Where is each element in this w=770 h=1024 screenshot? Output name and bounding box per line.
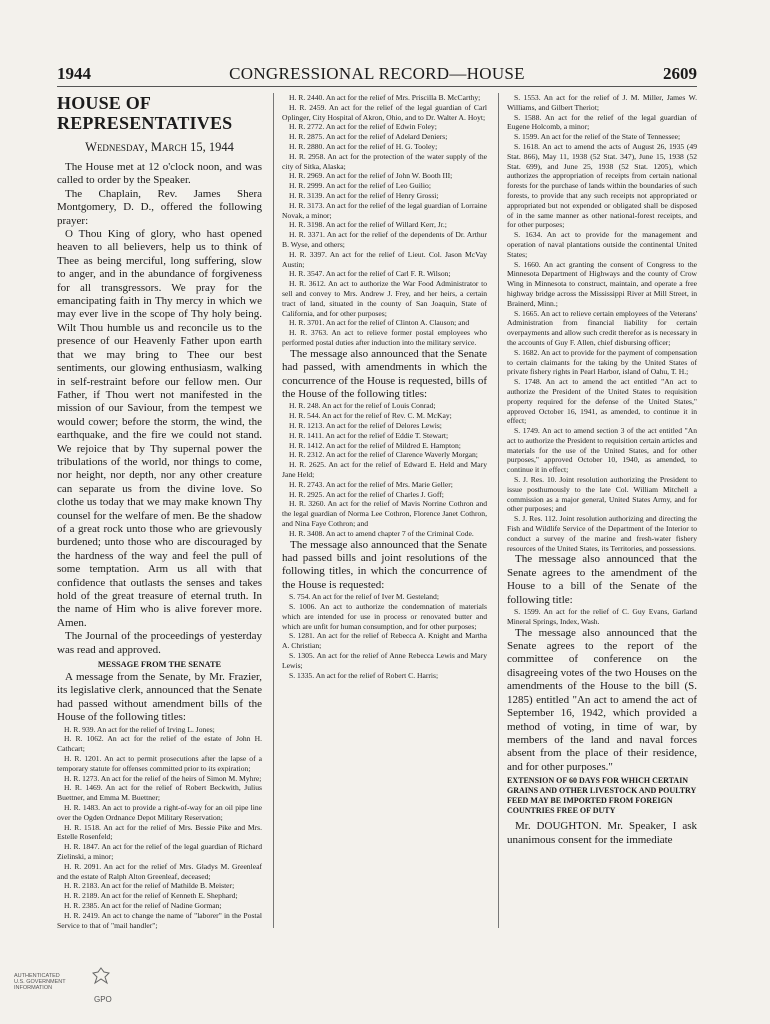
paragraph: H. R. 1411. An act for the relief of Eddie T. Stewart; <box>289 430 449 440</box>
paragraph: S. 1599. An act for the relief of C. Guy Evans, Garland Mineral Springs, Index, Wash. <box>507 607 697 626</box>
paragraph: H. R. 2312. An act for the relief of Clarence Waverly Morgan; <box>289 450 478 460</box>
paragraph: H. R. 544. An act for the relief of Rev. C. M. McKay; <box>289 411 452 421</box>
paragraph: S. 1599. An act for the relief of the State of Tennessee; <box>514 132 681 142</box>
paragraph: H. R. 1518. An act for the relief of Mrs. Bessie Pike and Mrs. Estelle Rosenfeld; <box>57 822 262 842</box>
column-2 <box>282 93 487 933</box>
paragraph: H. R. 1201. An act to permit prosecutions after the lapse of a temporary statute for offenses committed prior to its expiration; <box>57 754 262 773</box>
paragraph: H. R. 939. An act for the relief of Irving L. Jones; <box>64 724 215 734</box>
paragraph: S. 1335. An act for the relief of Robert C. Harris; <box>289 670 439 680</box>
paragraph: S. 1748. An act to amend the act entitled "An act to authorize the President of the United States to requisition property required for the defense of the United States," approved October 16, 1941, as amended, to continue it in effect; <box>507 377 697 426</box>
paragraph: H. R. 2958. An act for the protection of the water supply of the city of Sitka, Alaska; <box>282 151 487 171</box>
eagle-icon <box>92 967 110 989</box>
paragraph: H. R. 2625. An act for the relief of Edward E. Held and Mary Jane Held; <box>282 460 487 479</box>
dateline: Wednesday, March 15, 1944 <box>85 140 234 154</box>
paragraph: The House met at 12 o'clock noon, and was called to order by the Speaker. <box>57 161 262 187</box>
subheading: MESSAGE FROM THE SENATE <box>97 660 222 670</box>
header-page-number: 2609 <box>663 64 697 83</box>
paragraph: S. 754. An act for the relief of Iver M. Gesteland; <box>289 592 439 602</box>
column-3 <box>507 93 697 933</box>
paragraph: The message also announced that the Senate had passed, with amendments in which the concurrence of the House is requested, bills of the House of the following titles: <box>282 347 487 400</box>
paragraph: S. 1682. An act to provide for the payment of compensation to certain claimants for the taking by the United States of private fishery rights in Pearl Harbor, island of Oahu, T. H.; <box>507 347 697 377</box>
paragraph: H. R. 1412. An act for the relief of Mildred E. Hampton; <box>289 440 461 450</box>
paragraph: Mr. DOUGHTON. Mr. Speaker, I ask unanimous consent for the immediate <box>507 820 697 846</box>
paragraph: H. R. 3173. An act for the relief of the legal guardian of Lorraine Novak, a minor; <box>282 200 487 220</box>
paragraph: H. R. 3260. An act for the relief of Mavis Norrine Cothron and the legal guardian of Norma Lee Cothron, Florence Janet Cothron, and Nina Faye Cothron; and <box>282 499 487 528</box>
paragraph: H. R. 3408. An act to amend chapter 7 of the Criminal Code. <box>289 528 474 538</box>
seal-label: GPO <box>94 995 112 1004</box>
column-divider-2 <box>498 93 499 928</box>
paragraph: S. 1660. An act granting the consent of Congress to the Minnesota Department of Highways and the county of Crow Wing in Minnesota to construct, maintain, and operate a free highway bridge across the Mississippi River at Mill Street, in Brainerd, Minn.; <box>507 259 697 308</box>
paragraph: H. R. 1273. An act for the relief of the heirs of Simon M. Myhre; <box>64 773 262 783</box>
paragraph: H. R. 2189. An act for the relief of Kenneth E. Shephard; <box>64 891 238 901</box>
paragraph: S. J. Res. 112. Joint resolution authorizing and directing the Fish and Wildlife Service of the Department of the Interior to conduct a survey of the marine and fresh-water fishery resources of the United States, its Territories, and possessions. <box>507 514 697 553</box>
header-year: 1944 <box>57 64 91 83</box>
paragraph: H. R. 2772. An act for the relief of Edwin Foley; <box>289 122 437 132</box>
paragraph: S. 1553. An act for the relief of J. M. Miller, James W. Williams, and Gilbert Theriot; <box>507 93 697 112</box>
paragraph: H. R. 3612. An act to authorize the War Food Administrator to sell and convey to Mrs. Andrew J. Frey, and her heirs, a certain tract of land, situated in the county of San Joaquin, State of California, and for other purposes; <box>282 279 487 318</box>
paragraph: O Thou King of glory, who hast opened heaven to all believers, help us to think of Thee as being merciful, long suffering, slow to anger, and in the abundance of forgiveness for all transgressors. We pray for the emancipating faith in Thy mercy in which we may ever live in the scope of Thy holy being. Wilt Thou humble us and reconcile us to the presence of our Heavenly Father upon earth that we may bring to Thee our best sentiments, our glowing enthusiasm, walking in self-restraint before our fellow men. Our Father, if Thou wert not manifested in the mission of our Saviour, from the tempest we would cower; before the storm, the wind, the earthquake, and the fire we could not stand. We rejoice that by Thy supernal power the tribulations of the world, nor things to come, nor height, nor depth, nor any other creature can separate us from the divine love. So clothe us today that we may make known Thy counsel for the welfare of men. Be the shadow of a great rock unto those who are grievously burdened; unto those who are discouraged by the hardness of the way and feel the pull of some temptation. Arm us all with that confidence that outlasts the senses and takes hold of the great treasure of eternal truth. In the name of Him who is alive forever more. Amen. <box>57 228 262 629</box>
paragraph: A message from the Senate, by Mr. Frazier, its legislative clerk, announced that the Senate had passed without amendment bills of the House of the following titles: <box>57 671 262 724</box>
paragraph: H. R. 2385. An act for the relief of Nadine Gorman; <box>64 901 222 910</box>
paragraph: H. R. 2925. An act for the relief of Charles J. Goff; <box>289 489 444 499</box>
paragraph: S. 1749. An act to amend section 3 of the act entitled "An act to authorize the President to requisition certain articles and materials for the use of the United States, and for other purposes," approved October 10, 1940, as amended, to continue it in effect; <box>507 426 697 475</box>
paragraph: H. R. 3701. An act for the relief of Clinton A. Clauson; and <box>289 318 470 328</box>
paragraph: The Chaplain, Rev. James Shera Montgomery, D. D., offered the following prayer: <box>57 187 262 227</box>
paragraph: S. 1305. An act for the relief of Anne Rebecca Lewis and Mary Lewis; <box>282 650 487 670</box>
paragraph: H. R. 2459. An act for the relief of the legal guardian of Carl Oplinger, City Hospital of Akron, Ohio, and to Dr. Walter A. Hoyt; <box>282 102 487 122</box>
paragraph: H. R. 2743. An act for the relief of Mrs. Marie Geller; <box>289 479 453 489</box>
paragraph: S. 1634. An act to provide for the management and operation of naval plantations outside the continental United States; <box>507 230 697 259</box>
header-title: CONGRESSIONAL RECORD—HOUSE <box>229 64 525 83</box>
paragraph: H. R. 248. An act for the relief of Louis Conrad; <box>289 401 436 411</box>
paragraph: H. R. 3547. An act for the relief of Carl F. R. Wilson; <box>289 269 451 279</box>
paragraph: H. R. 1483. An act to provide a right-of-way for an oil pipe line over the Ogden Ordnance Depot Military Reservation; <box>57 803 262 822</box>
paragraph: H. R. 3371. An act for the relief of the dependents of Dr. Arthur B. Wyse, and others; <box>282 230 487 249</box>
paragraph: H. R. 1213. An act for the relief of Delores Lewis; <box>289 420 442 430</box>
paragraph: H. R. 2440. An act for the relief of Mrs. Priscilla B. McCarthy; <box>289 93 481 102</box>
paragraph: H. R. 1062. An act for the relief of the estate of John H. Cathcart; <box>57 734 262 754</box>
paragraph: H. R. 2183. An act for the relief of Mathilde B. Meister; <box>64 881 235 891</box>
paragraph: The message also announced that the Senate agrees to the amendment of the House to a bill of the Senate of the following title: <box>507 553 697 606</box>
subheading: EXTENSION OF 60 DAYS FOR WHICH CERTAIN GRAINS AND OTHER LIVESTOCK AND POULTRY FEED MAY BE IMPORTED FROM FOREIGN COUNTRIES FREE OF DUTY <box>507 776 697 816</box>
gpo-authentication-seal <box>14 965 112 1013</box>
paragraph: H. R. 1847. An act for the relief of the legal guardian of Richard Zielinski, a minor; <box>57 842 262 862</box>
paragraph: H. R. 2969. An act for the relief of John W. Booth III; <box>289 171 453 181</box>
paragraph: H. R. 3139. An act for the relief of Henry Grossi; <box>289 190 439 200</box>
paragraph: H. R. 2091. An act for the relief of Mrs. Gladys M. Greenleaf and the estate of Ralph Alton Greenleaf, deceased; <box>57 861 262 881</box>
paragraph: S. 1618. An act to amend the acts of August 26, 1935 (49 Stat. 866), May 11, 1938 (52 Stat. 347), June 15, 1938 (52 Stat. 699), and June 25, 1938 (52 Stat. 1205), which authorizes the appropriation of receipts from certain national forests for the purchase of lands within the boundaries of such forests, to provide that any such receipts not appropriated or appropriated but not expended or obligated shall be disposed of in the same manner as other national-forest receipts, and for other purposes; <box>507 141 697 230</box>
paragraph: H. R. 2875. An act for the relief of Adelard Deniers; <box>289 132 448 142</box>
section-title: HOUSE OF REPRESENTATIVES <box>57 93 233 133</box>
column-divider-1 <box>273 93 274 928</box>
paragraph: H. R. 3397. An act for the relief of Lieut. Col. Jason McVay Austin; <box>282 249 487 269</box>
paragraph: H. R. 2880. An act for the relief of H. G. Tooley; <box>289 141 438 151</box>
column-1 <box>57 93 262 933</box>
seal-text: AUTHENTICATED U.S. GOVERNMENT INFORMATION <box>14 973 66 992</box>
paragraph: H. R. 2419. An act to change the name of "laborer" in the Postal Service to that of "mail handler"; <box>57 910 262 930</box>
paragraph: S. 1006. An act to authorize the condemnation of materials which are intended for use in process or renovated butter and which are unfit for human consumption, and for other purposes; <box>282 601 487 631</box>
paragraph: H. R. 3763. An act to relieve former postal employees who performed postal duties after induction into the military service. <box>282 328 487 347</box>
paragraph: The message also announced that the Senate agrees to the report of the committee of conference on the disagreeing votes of the two Houses on the amendments of the House to the bill (S. 1285) entitled "An act to amend the act of September 16, 1942, which provided a method of voting, in time of war, by members of the land and naval forces absent from the place of their residence, and for other purposes." <box>507 626 697 773</box>
paragraph: S. 1281. An act for the relief of Rebecca A. Knight and Martha A. Christian; <box>282 631 487 651</box>
column-1-paragraphs <box>57 161 262 930</box>
page-header <box>57 64 697 87</box>
paragraph: H. R. 3198. An act for the relief of Willard Kerr, Jr.; <box>289 220 447 230</box>
paragraph: S. 1665. An act to relieve certain employees of the Veterans' Administration from financial liability for certain overpayments and allow such credit therefor as is necessary in the accounts of Guy F. Allen, chief disbursing officer; <box>507 308 697 347</box>
paragraph: The message also announced that the Senate had passed bills and joint resolutions of the following titles, in which the concurrence of the House is requested: <box>282 538 487 591</box>
paragraph: S. J. Res. 10. Joint resolution authorizing the President to issue posthumously to the late Col. William Mitchell a commission as a major general, United States Army, and for other purposes; and <box>507 475 697 514</box>
paragraph: S. 1588. An act for the relief of the legal guardian of Eugene Holcomb, a minor; <box>507 112 697 132</box>
paragraph: H. R. 2999. An act for the relief of Leo Guilio; <box>289 181 431 191</box>
paragraph: H. R. 1469. An act for the relief of Robert Beckwith, Julius Buettner, and Emma M. Buettner; <box>57 783 262 803</box>
paragraph: The Journal of the proceedings of yesterday was read and approved. <box>57 630 262 656</box>
